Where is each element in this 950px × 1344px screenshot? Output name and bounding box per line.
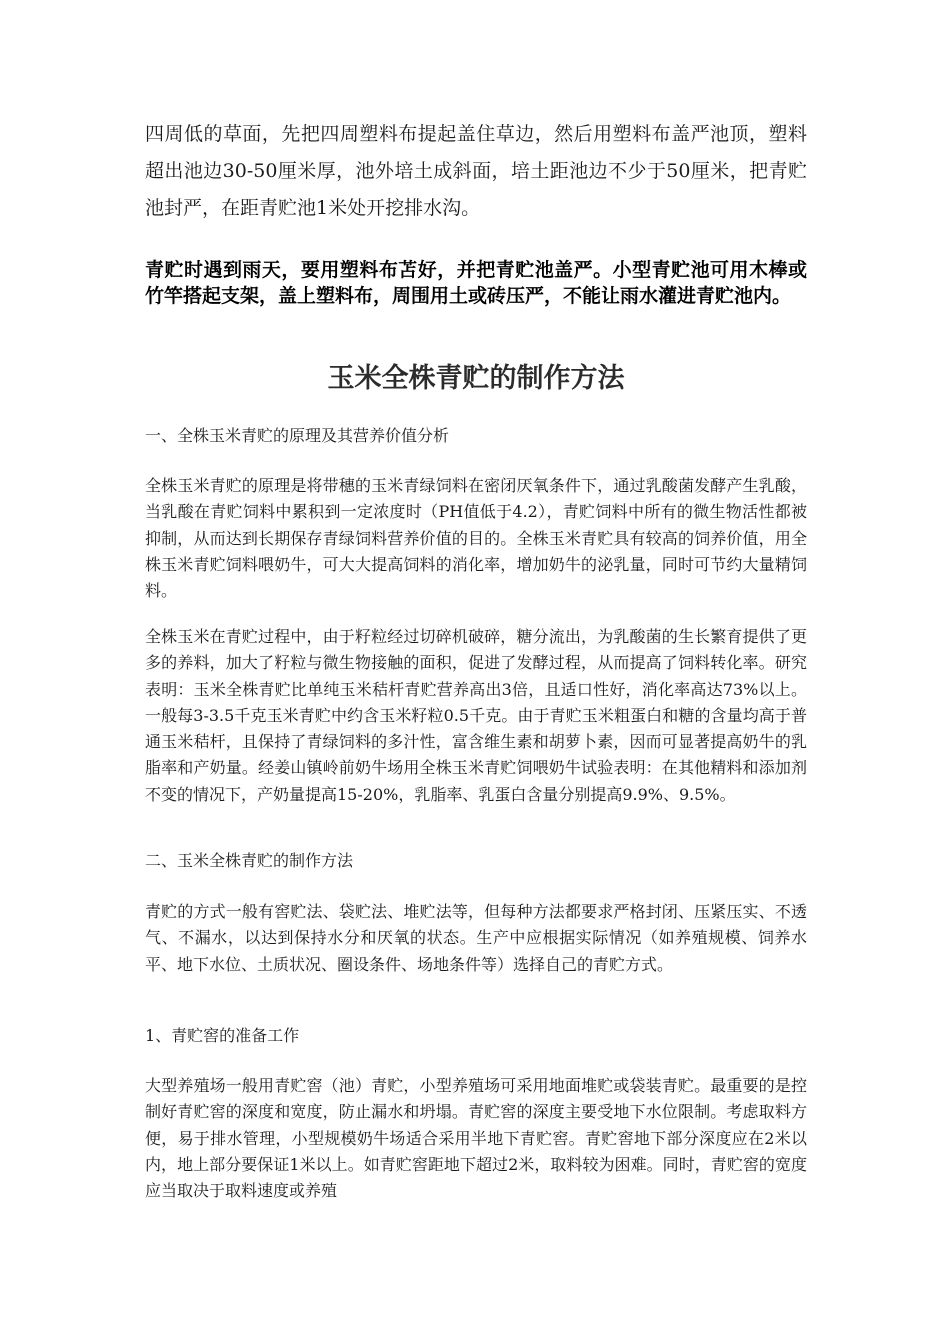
intro-paragraph: 四周低的草面，先把四周塑料布提起盖住草边，然后用塑料布盖严池顶，塑料超出池边30-50厘米厚，池外培土成斜面，培土距池边不少于50厘米，把青贮池封严，在距青贮池1米处开挖排水沟。: [145, 123, 807, 219]
section2-paragraph-1: 青贮的方式一般有窖贮法、袋贮法、堆贮法等，但每种方法都要求严格封闭、压紧压实、不透气、不漏水，以达到保持水分和厌氧的状态。生产中应根据实际情况（如养殖规模、饲养水平、地下水位、土质状况、圈设条件、场地条件等）选择自己的青贮方式。: [145, 902, 807, 974]
article-title: 玉米全株青贮的制作方法: [327, 363, 625, 394]
subsection1-heading: 1、青贮窖的准备工作: [145, 1026, 300, 1045]
section2-heading: 二、玉米全株青贮的制作方法: [145, 851, 354, 870]
section1-paragraph-2: 全株玉米在青贮过程中，由于籽粒经过切碎机破碎，糖分流出，为乳酸菌的生长繁育提供了更多的养料，加大了籽粒与微生物接触的面积，促进了发酵过程，从而提高了饲料转化率。研究表明：玉米全株青贮比单纯玉米秸杆青贮营养高出3倍，且适口性好，消化率高达73%以上。一般每3-3.5千克玉米青贮中约含玉米籽粒0.5千克。由于青贮玉米粗蛋白和糖的含量均高于普通玉米秸杆，且保持了青绿饲料的多汁性，富含维生素和胡萝卜素，因而可显著提高奶牛的乳脂率和产奶量。经姜山镇岭前奶牛场用全株玉米青贮饲喂奶牛试验表明：在其他精料和添加剂不变的情况下，产奶量提高15-20%，乳脂率、乳蛋白含量分别提高9.9%、9.5%。: [145, 627, 807, 804]
rain-warning-paragraph: 青贮时遇到雨天，要用塑料布苫好，并把青贮池盖严。小型青贮池可用木棒或竹竿搭起支架，盖上塑料布，周围用土或砖压严，不能让雨水灌进青贮池内。: [145, 259, 807, 307]
section1-paragraph-1: 全株玉米青贮的原理是将带穗的玉米青绿饲料在密闭厌氧条件下，通过乳酸菌发酵产生乳酸，当乳酸在青贮饲料中累积到一定浓度时（PH值低于4.2），青贮饲料中所有的微生物活性都被抑制，从而达到长期保存青绿饲料营养价值的目的。全株玉米青贮具有较高的饲养价值，用全株玉米青贮饲料喂奶牛，可大大提高饲料的消化率，增加奶牛的泌乳量，同时可节约大量精饲料。: [145, 476, 807, 601]
section1-heading: 一、全株玉米青贮的原理及其营养价值分析: [145, 426, 450, 445]
subsection1-paragraph-1: 大型养殖场一般用青贮窖（池）青贮，小型养殖场可采用地面堆贮或袋装青贮。最重要的是控制好青贮窖的深度和宽度，防止漏水和坍塌。青贮窖的深度主要受地下水位限制。考虑取料方便，易于排水管理，小型规模奶牛场适合采用半地下青贮窖。青贮窖地下部分深度应在2米以内，地上部分要保证1米以上。如青贮窖距地下超过2米，取料较为困难。同时，青贮窖的宽度应当取决于取料速度或养殖: [145, 1076, 807, 1201]
